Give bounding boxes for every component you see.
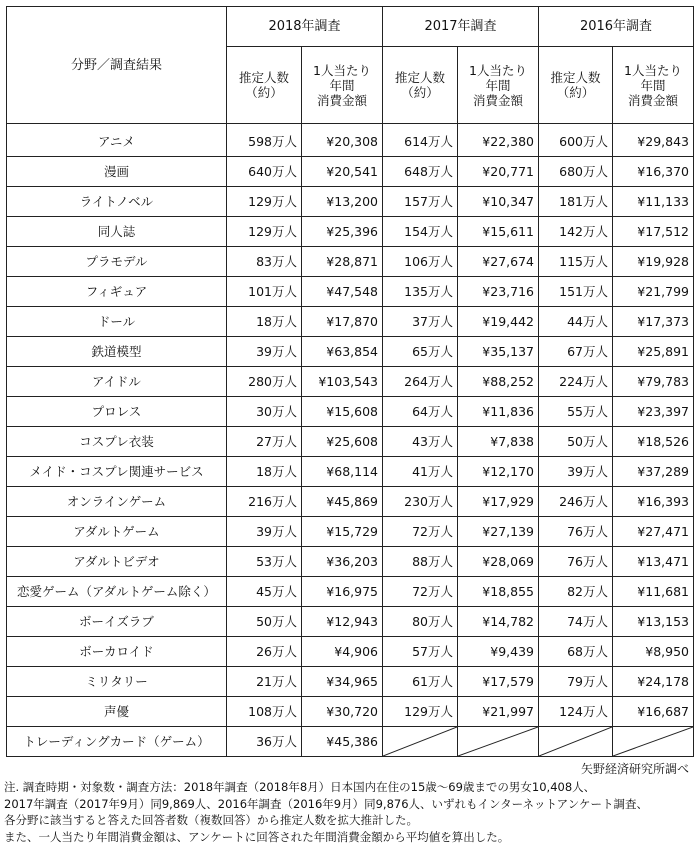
category-cell: アニメ: [7, 124, 227, 157]
spending-cell: ¥45,386: [302, 727, 383, 757]
table-row: [7, 397, 694, 427]
spending-cell: ¥25,891: [613, 337, 694, 367]
estimated-count-cell: 142万人: [539, 217, 613, 247]
annual-spending-header: [302, 47, 383, 124]
table-row: [7, 247, 694, 277]
table-header: [7, 7, 694, 124]
spending-cell: ¥21,997: [458, 697, 539, 727]
estimated-count-cell: 82万人: [539, 577, 613, 607]
estimated-count-cell: 598万人: [227, 124, 302, 157]
table-row: [7, 487, 694, 517]
estimated-count-cell: 83万人: [227, 247, 302, 277]
table-row: [7, 337, 694, 367]
diagonal-slash-icon: [539, 727, 612, 756]
spending-cell: ¥23,397: [613, 397, 694, 427]
estimated-count-cell: 30万人: [227, 397, 302, 427]
spending-cell: ¥16,393: [613, 487, 694, 517]
table-row: [7, 307, 694, 337]
spending-cell: ¥37,289: [613, 457, 694, 487]
spending-cell: ¥27,674: [458, 247, 539, 277]
estimated-count-cell: 76万人: [539, 547, 613, 577]
diagonal-slash-icon: [383, 727, 457, 756]
header-line: 推定人数: [387, 70, 453, 85]
estimated-count-cell: 36万人: [227, 727, 302, 757]
spending-cell: ¥19,928: [613, 247, 694, 277]
estimated-count-cell: 129万人: [227, 187, 302, 217]
table-body: [7, 124, 694, 757]
spending-cell: ¥15,729: [302, 517, 383, 547]
estimated-count-cell: 106万人: [383, 247, 458, 277]
spending-cell: ¥13,153: [613, 607, 694, 637]
estimated-count-cell: 600万人: [539, 124, 613, 157]
spending-cell: ¥4,906: [302, 637, 383, 667]
spending-cell: ¥35,137: [458, 337, 539, 367]
table-row: [7, 217, 694, 247]
footnote-line: 2017年調査（2017年9月）同9,869人、2016年調査（2016年9月）同9,876人、いずれもインターネットアンケート調査、: [4, 796, 693, 813]
category-cell: ミリタリー: [7, 667, 227, 697]
estimated-count-cell: 640万人: [227, 157, 302, 187]
estimated-count-cell: 101万人: [227, 277, 302, 307]
spending-cell: ¥63,854: [302, 337, 383, 367]
spending-cell: ¥34,965: [302, 667, 383, 697]
estimated-count-cell: 21万人: [227, 667, 302, 697]
estimated-count-cell: 246万人: [539, 487, 613, 517]
table-row: [7, 457, 694, 487]
estimated-count-cell: 50万人: [539, 427, 613, 457]
estimated-count-cell: 280万人: [227, 367, 302, 397]
estimated-count-cell: 72万人: [383, 517, 458, 547]
spending-cell: ¥8,950: [613, 637, 694, 667]
table-row: [7, 187, 694, 217]
table-row: [7, 577, 694, 607]
estimated-count-header: [227, 47, 302, 124]
estimated-count-cell: 44万人: [539, 307, 613, 337]
category-cell: プラモデル: [7, 247, 227, 277]
estimated-count-cell: 26万人: [227, 637, 302, 667]
spending-cell: ¥18,855: [458, 577, 539, 607]
estimated-count-cell: 154万人: [383, 217, 458, 247]
spending-cell: ¥15,608: [302, 397, 383, 427]
spending-cell: ¥25,608: [302, 427, 383, 457]
estimated-count-header: [383, 47, 458, 124]
table-row: [7, 547, 694, 577]
estimated-count-cell: 115万人: [539, 247, 613, 277]
survey-page: [6, 6, 693, 845]
header-line: 推定人数: [231, 70, 297, 85]
estimated-count-cell: 45万人: [227, 577, 302, 607]
not-surveyed-cell: [458, 727, 539, 757]
estimated-count-cell: 79万人: [539, 667, 613, 697]
header-line: 年間: [462, 78, 534, 93]
spending-cell: ¥47,548: [302, 277, 383, 307]
spending-cell: ¥29,843: [613, 124, 694, 157]
spending-cell: ¥68,114: [302, 457, 383, 487]
header-line: 年間: [617, 78, 689, 93]
spending-cell: ¥45,869: [302, 487, 383, 517]
category-cell: フィギュア: [7, 277, 227, 307]
spending-cell: ¥18,526: [613, 427, 694, 457]
estimated-count-cell: 88万人: [383, 547, 458, 577]
estimated-count-cell: 68万人: [539, 637, 613, 667]
spending-cell: ¥13,200: [302, 187, 383, 217]
estimated-count-cell: 39万人: [539, 457, 613, 487]
spending-cell: ¥10,347: [458, 187, 539, 217]
table-row: [7, 607, 694, 637]
spending-cell: ¥12,943: [302, 607, 383, 637]
spending-cell: ¥12,170: [458, 457, 539, 487]
spending-cell: ¥27,139: [458, 517, 539, 547]
spending-cell: ¥23,716: [458, 277, 539, 307]
spending-cell: ¥17,579: [458, 667, 539, 697]
annual-spending-header: [458, 47, 539, 124]
year-header-2016: 2016年調査: [539, 7, 694, 47]
estimated-count-cell: 41万人: [383, 457, 458, 487]
estimated-count-cell: 157万人: [383, 187, 458, 217]
estimated-count-header: [539, 47, 613, 124]
category-cell: ドール: [7, 307, 227, 337]
header-line: （約）: [387, 85, 453, 100]
estimated-count-cell: 50万人: [227, 607, 302, 637]
footnote-line: 注. 調査時期・対象数・調査方法：2018年調査（2018年8月）日本国内在住の15歳～69歳までの男女10,408人、: [4, 779, 693, 796]
spending-cell: ¥17,512: [613, 217, 694, 247]
estimated-count-cell: 27万人: [227, 427, 302, 457]
category-cell: アダルトビデオ: [7, 547, 227, 577]
estimated-count-cell: 43万人: [383, 427, 458, 457]
diagonal-slash-icon: [458, 727, 538, 756]
header-line: 1人当たり: [617, 63, 689, 78]
table-row: [7, 637, 694, 667]
table-row: [7, 124, 694, 157]
spending-cell: ¥11,681: [613, 577, 694, 607]
estimated-count-cell: 135万人: [383, 277, 458, 307]
spending-cell: ¥15,611: [458, 217, 539, 247]
estimated-count-cell: 129万人: [383, 697, 458, 727]
table-row: [7, 727, 694, 757]
spending-cell: ¥7,838: [458, 427, 539, 457]
estimated-count-cell: 181万人: [539, 187, 613, 217]
header-line: 消費金額: [306, 93, 378, 108]
not-surveyed-cell: [539, 727, 613, 757]
estimated-count-cell: 264万人: [383, 367, 458, 397]
estimated-count-cell: 151万人: [539, 277, 613, 307]
category-cell: 声優: [7, 697, 227, 727]
spending-cell: ¥17,929: [458, 487, 539, 517]
table-row: [7, 517, 694, 547]
spending-cell: ¥14,782: [458, 607, 539, 637]
estimated-count-cell: 648万人: [383, 157, 458, 187]
spending-cell: ¥88,252: [458, 367, 539, 397]
category-cell: 漫画: [7, 157, 227, 187]
spending-cell: ¥21,799: [613, 277, 694, 307]
estimated-count-cell: 680万人: [539, 157, 613, 187]
header-line: （約）: [231, 85, 297, 100]
spending-cell: ¥9,439: [458, 637, 539, 667]
estimated-count-cell: 39万人: [227, 517, 302, 547]
estimated-count-cell: 224万人: [539, 367, 613, 397]
category-cell: アイドル: [7, 367, 227, 397]
category-cell: アダルトゲーム: [7, 517, 227, 547]
category-cell: 鉄道模型: [7, 337, 227, 367]
spending-cell: ¥79,783: [613, 367, 694, 397]
spending-cell: ¥28,871: [302, 247, 383, 277]
estimated-count-cell: 39万人: [227, 337, 302, 367]
spending-cell: ¥36,203: [302, 547, 383, 577]
header-line: 推定人数: [543, 70, 608, 85]
category-cell: ボーイズラブ: [7, 607, 227, 637]
estimated-count-cell: 74万人: [539, 607, 613, 637]
estimated-count-cell: 53万人: [227, 547, 302, 577]
estimated-count-cell: 55万人: [539, 397, 613, 427]
diagonal-slash-icon: [613, 727, 693, 756]
spending-cell: ¥11,133: [613, 187, 694, 217]
year-header-2017: 2017年調査: [383, 7, 539, 47]
estimated-count-cell: 129万人: [227, 217, 302, 247]
category-cell: ボーカロイド: [7, 637, 227, 667]
category-cell: ライトノベル: [7, 187, 227, 217]
year-header-2018: 2018年調査: [227, 7, 383, 47]
spending-cell: ¥16,687: [613, 697, 694, 727]
spending-cell: ¥20,541: [302, 157, 383, 187]
table-row: [7, 157, 694, 187]
spending-cell: ¥19,442: [458, 307, 539, 337]
spending-cell: ¥17,373: [613, 307, 694, 337]
estimated-count-cell: 80万人: [383, 607, 458, 637]
spending-cell: ¥20,771: [458, 157, 539, 187]
not-surveyed-cell: [613, 727, 694, 757]
header-line: 1人当たり: [306, 63, 378, 78]
header-line: 消費金額: [462, 93, 534, 108]
category-cell: 恋愛ゲーム（アダルトゲーム除く）: [7, 577, 227, 607]
source-note: 矢野経済研究所調べ: [6, 761, 693, 777]
spending-cell: ¥28,069: [458, 547, 539, 577]
not-surveyed-cell: [383, 727, 458, 757]
estimated-count-cell: 67万人: [539, 337, 613, 367]
estimated-count-cell: 230万人: [383, 487, 458, 517]
table-row: [7, 697, 694, 727]
spending-cell: ¥24,178: [613, 667, 694, 697]
table-row: [7, 427, 694, 457]
spending-cell: ¥27,471: [613, 517, 694, 547]
footnote-line: また、一人当たり年間消費金額は、アンケートに回答された年間消費金額から平均値を算出した。: [4, 829, 693, 845]
estimated-count-cell: 65万人: [383, 337, 458, 367]
header-line: （約）: [543, 85, 608, 100]
estimated-count-cell: 614万人: [383, 124, 458, 157]
category-cell: オンラインゲーム: [7, 487, 227, 517]
estimated-count-cell: 18万人: [227, 307, 302, 337]
header-line: 年間: [306, 78, 378, 93]
spending-cell: ¥25,396: [302, 217, 383, 247]
category-cell: トレーディングカード（ゲーム）: [7, 727, 227, 757]
estimated-count-cell: 76万人: [539, 517, 613, 547]
survey-table: [6, 6, 694, 757]
spending-cell: ¥13,471: [613, 547, 694, 577]
estimated-count-cell: 37万人: [383, 307, 458, 337]
spending-cell: ¥17,870: [302, 307, 383, 337]
footnote-line: 各分野に該当すると答えた回答者数（複数回答）から推定人数を拡大推計した。: [4, 812, 693, 829]
estimated-count-cell: 64万人: [383, 397, 458, 427]
estimated-count-cell: 108万人: [227, 697, 302, 727]
table-row: [7, 277, 694, 307]
spending-cell: ¥30,720: [302, 697, 383, 727]
spending-cell: ¥16,975: [302, 577, 383, 607]
category-cell: メイド・コスプレ関連サービス: [7, 457, 227, 487]
spending-cell: ¥103,543: [302, 367, 383, 397]
annual-spending-header: [613, 47, 694, 124]
estimated-count-cell: 124万人: [539, 697, 613, 727]
category-cell: プロレス: [7, 397, 227, 427]
table-row: [7, 667, 694, 697]
estimated-count-cell: 72万人: [383, 577, 458, 607]
footnotes: [4, 779, 693, 845]
spending-cell: ¥11,836: [458, 397, 539, 427]
table-row: [7, 367, 694, 397]
header-line: 消費金額: [617, 93, 689, 108]
estimated-count-cell: 61万人: [383, 667, 458, 697]
estimated-count-cell: 216万人: [227, 487, 302, 517]
header-line: 1人当たり: [462, 63, 534, 78]
spending-cell: ¥16,370: [613, 157, 694, 187]
spending-cell: ¥20,308: [302, 124, 383, 157]
spending-cell: ¥22,380: [458, 124, 539, 157]
estimated-count-cell: 57万人: [383, 637, 458, 667]
category-cell: コスプレ衣装: [7, 427, 227, 457]
estimated-count-cell: 18万人: [227, 457, 302, 487]
category-cell: 同人誌: [7, 217, 227, 247]
field-header: 分野／調査結果: [7, 7, 227, 124]
